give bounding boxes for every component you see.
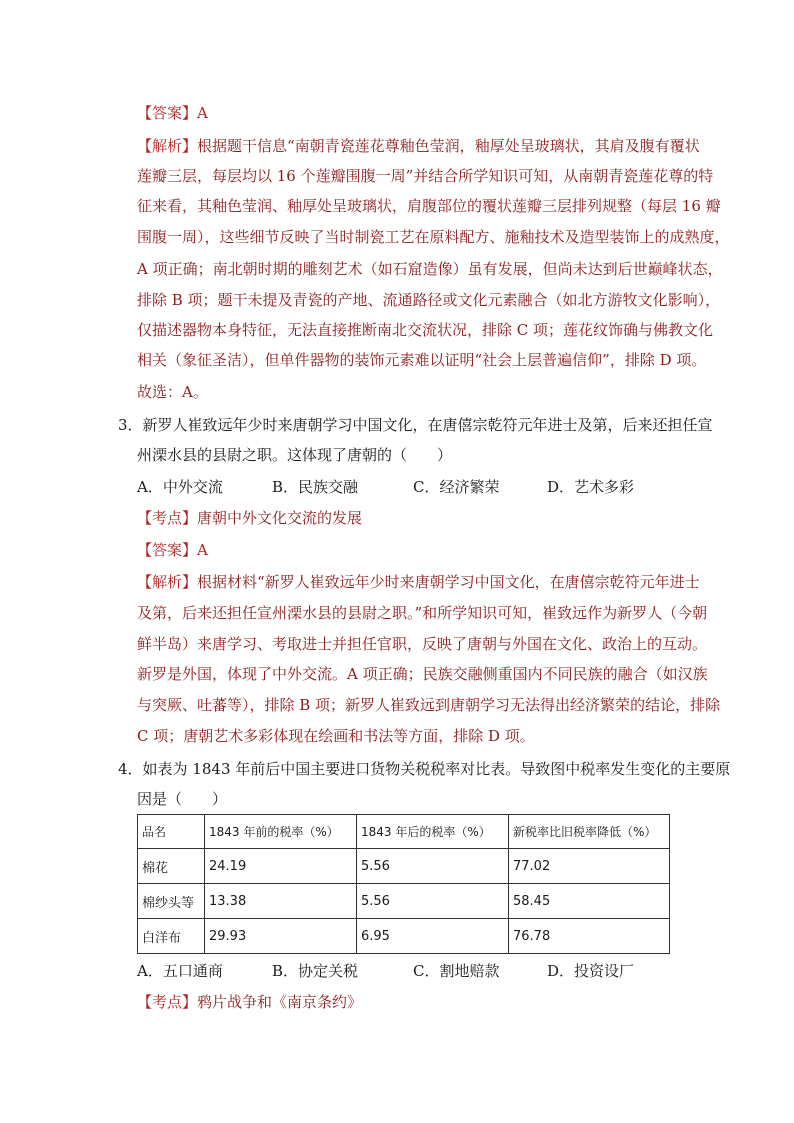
- q2-analysis-line-4: A 项正确；南北朝时期的雕刻艺术（如石窟造像）虽有发展，但尚未达到后世巅峰状态，: [137, 260, 723, 278]
- q3-answer-line: [137, 540, 208, 560]
- q3-analysis-line-2: 鲜半岛）来唐学习、考取进士并担任官职，反映了唐朝与外国在文化、政治上的互动。: [137, 635, 708, 653]
- q2-conclusion: 故选：A。: [137, 383, 208, 401]
- answer-value: A: [197, 104, 208, 122]
- point-tag: 【考点】: [137, 509, 198, 527]
- analysis-tag: 【解析】: [137, 137, 198, 155]
- table-row: [138, 919, 670, 954]
- table-cell: 29.93: [205, 919, 357, 954]
- table-cell: 白洋布: [138, 919, 205, 954]
- table-cell: 棉花: [138, 849, 205, 884]
- table-cell: 6.95: [357, 919, 509, 954]
- table-cell: 24.19: [205, 849, 357, 884]
- q2-analysis-line-2: 征来看，其釉色莹润、釉厚处呈玻璃状，肩腹部位的覆状莲瓣三层排列规整（每层 16 瓣: [137, 197, 721, 215]
- q3-analysis-line-3: 新罗是外国，体现了中外交流。A 项正确；民族交融侧重国内不同民族的融合（如汉族: [137, 665, 708, 683]
- point-text: 鸦片战争和《南京条约》: [197, 993, 363, 1011]
- analysis-tag: 【解析】: [137, 573, 198, 591]
- q4-option-a: A．五口通商: [137, 962, 223, 980]
- q3-analysis-line-5: C 项；唐朝艺术多彩体现在绘画和书法等方面，排除 D 项。: [137, 727, 535, 745]
- table-cell: 58.45: [509, 884, 670, 919]
- table-row: [138, 849, 670, 884]
- q4-option-b: B．协定关税: [272, 962, 359, 980]
- answer-tag: 【答案】: [137, 541, 198, 559]
- q3-option-a: A．中外交流: [137, 478, 223, 496]
- q4-option-d: D．投资设厂: [547, 962, 635, 980]
- table-cell: 棉纱头等: [138, 884, 205, 919]
- table-cell: 5.56: [357, 849, 509, 884]
- q4-stem-line-0: 4．如表为 1843 年前后中国主要进口货物关税税率对比表。导致图中税率发生变化的主要原: [118, 760, 731, 778]
- analysis-text: 根据材料“新罗人崔致远年少时来唐朝学习中国文化，在唐僖宗乾符元年进士: [197, 573, 700, 591]
- q3-stem-line-1: 州溧水县的县尉之职。这体现了唐朝的（ ）: [137, 446, 453, 464]
- answer-tag: 【答案】: [137, 104, 198, 122]
- table-cell: 76.78: [509, 919, 670, 954]
- q3-analysis-line-1: 及第，后来还担任宣州溧水县的县尉之职。”和所学知识可知，崔致远作为新罗人（今朝: [137, 604, 708, 622]
- table-header-cell: 1843 年前的税率（%）: [205, 815, 357, 849]
- analysis-text: 根据题干信息“南朝青瓷莲花尊釉色莹润，釉厚处呈玻璃状，其肩及腹有覆状: [197, 137, 700, 155]
- q3-option-c: C．经济繁荣: [413, 478, 500, 496]
- point-text: 唐朝中外文化交流的发展: [197, 509, 363, 527]
- q4-stem-line-1: 因是（ ）: [137, 790, 228, 808]
- q3-analysis-line-4: 与突厥、吐蕃等），排除 B 项；新罗人崔致远到唐朝学习无法得出经济繁荣的结论，排除: [137, 696, 721, 714]
- q2-analysis-line-1: 莲瓣三层，每层均以 16 个莲瓣围腹一周”并结合所学知识可知，从南朝青瓷莲花尊的特: [137, 167, 714, 185]
- q2-analysis-line-3: 围腹一周），这些细节反映了当时制瓷工艺在原料配方、施釉技术及造型装饰上的成熟度，: [137, 228, 730, 246]
- table-header-cell: 品名: [138, 815, 205, 849]
- q3-stem-line-0: 3．新罗人崔致远年少时来唐朝学习中国文化，在唐僖宗乾符元年进士及第，后来还担任宣: [118, 416, 713, 434]
- point-tag: 【考点】: [137, 993, 198, 1011]
- q3-analysis-line-0: [137, 572, 700, 592]
- q2-answer-line: [137, 103, 208, 123]
- answer-value: A: [197, 541, 208, 559]
- q4-point-line: [137, 992, 362, 1012]
- q3-point-line: [137, 508, 362, 528]
- table-header-cell: 1843 年后的税率（%）: [357, 815, 509, 849]
- q4-option-c: C．割地赔款: [413, 962, 500, 980]
- table-header-cell: 新税率比旧税率降低（%）: [509, 815, 670, 849]
- table-header-row: [138, 815, 670, 849]
- q3-option-b: B．民族交融: [272, 478, 359, 496]
- table-row: [138, 884, 670, 919]
- table-cell: 5.56: [357, 884, 509, 919]
- table-cell: 77.02: [509, 849, 670, 884]
- q2-analysis-line-0: [137, 136, 700, 156]
- q2-analysis-line-5: 排除 B 项；题干未提及青瓷的产地、流通路径或文化元素融合（如北方游牧文化影响），: [137, 291, 721, 309]
- q3-option-d: D．艺术多彩: [547, 478, 635, 496]
- tariff-table: [137, 814, 670, 954]
- q2-analysis-line-6: 仅描述器物本身特征，无法直接推断南北交流状况，排除 C 项；莲花纹饰确与佛教文化: [137, 321, 714, 339]
- table-cell: 13.38: [205, 884, 357, 919]
- q2-analysis-line-7: 相关（象征圣洁），但单件器物的装饰元素难以证明“社会上层普遍信仰”，排除 D 项。: [137, 351, 707, 369]
